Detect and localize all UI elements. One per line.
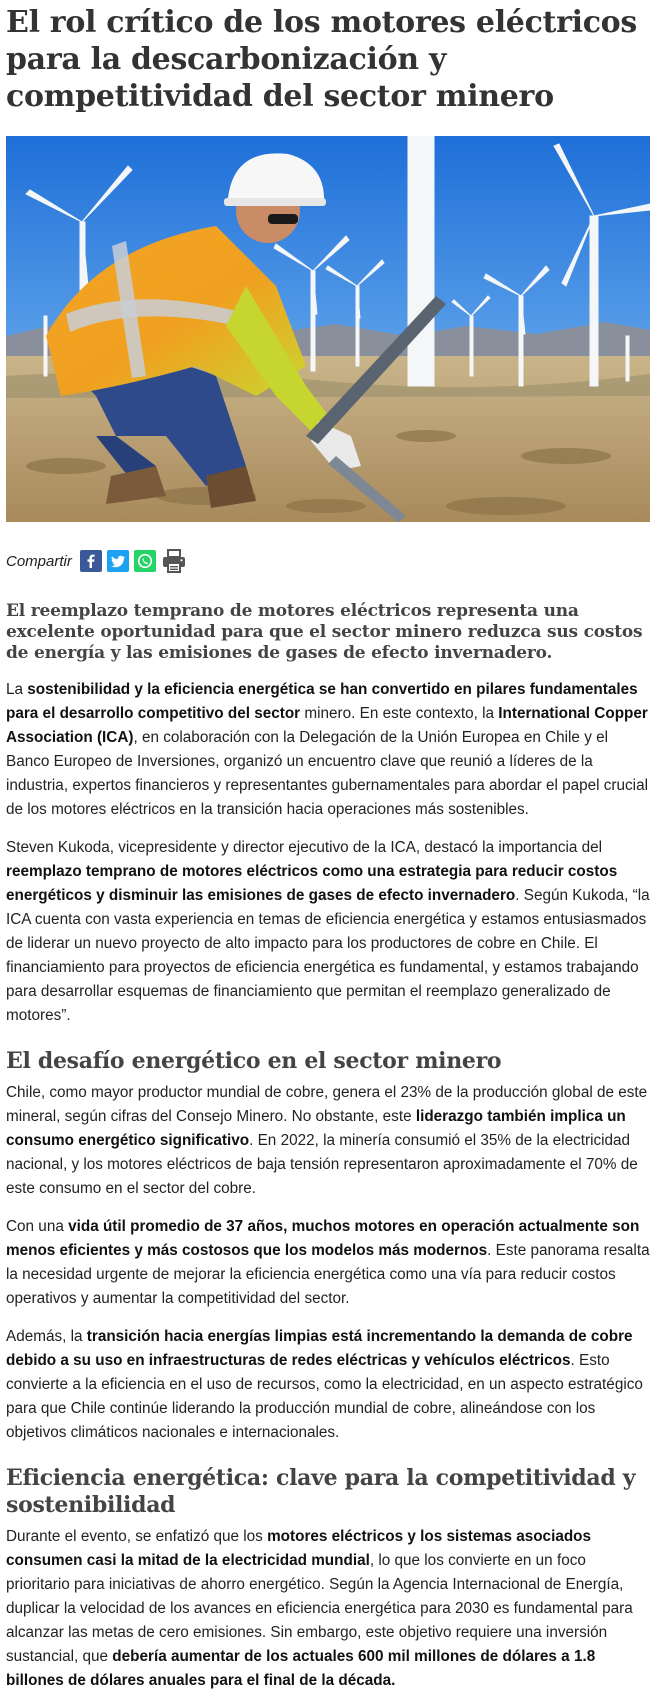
section-heading: Eficiencia energética: clave para la competitividad y sostenibilidad bbox=[6, 1465, 636, 1518]
paragraph bbox=[6, 1081, 650, 1201]
share-label: Compartir bbox=[6, 552, 72, 570]
paragraph bbox=[6, 678, 650, 822]
share-bar bbox=[6, 547, 650, 575]
text-run: Durante el evento, se enfatizó que los bbox=[6, 1528, 268, 1545]
bold-text-run: sostenibilidad y la eficiencia energética se han convertido en pilares fundamentales para el desarrollo competitivo del sector bbox=[6, 681, 638, 722]
whatsapp-icon[interactable] bbox=[134, 550, 156, 572]
text-run: Steven Kukoda, vicepresidente y director ejecutivo de la ICA, destacó la importancia del bbox=[6, 839, 603, 856]
bold-text-run: debería aumentar de los actuales 600 mil millones de dólares a 1.8 billones de dólares anuales para el final de la década. bbox=[6, 1648, 596, 1689]
text-run: , en colaboración con la Delegación de la Unión Europea en Chile y el Banco Europeo de Inversiones, organizó un encuentro clave que reunió a líderes de la industria, expertos financieros y representantes gubernamentales para abordar el papel crucial de los motores eléctricos en la transición hacia operaciones más sostenibles. bbox=[6, 729, 648, 818]
bold-text-run: liderazgo también implica un consumo energético significativo bbox=[6, 1108, 626, 1149]
paragraph bbox=[6, 836, 650, 1028]
text-run: Además, la bbox=[6, 1328, 87, 1345]
bold-text-run: vida útil promedio de 37 años, muchos motores en operación actualmente son menos eficientes y más costosos que los modelos más modernos bbox=[6, 1218, 640, 1259]
section-heading: El desafío energético en el sector minero bbox=[6, 1048, 502, 1074]
text-run: , lo que los convierte en un foco prioritario para iniciativas de ahorro energético. Según la Agencia Internacional de Energía, duplicar la velocidad de los avances en eficiencia energética para 2030 es fundamental para alcanzar las metas de cero emisiones. Sin embargo, este objetivo requiere una inversión sustancial, que bbox=[6, 1552, 633, 1665]
article-title: El rol crítico de los motores eléctricos para la descarbonización y competitividad del sector minero bbox=[6, 5, 637, 114]
print-icon[interactable] bbox=[161, 548, 187, 574]
text-run: . Esto convierte a la eficiencia en el uso de recursos, como la electricidad, en un aspecto estratégico para que Chile continúe liderando la producción mundial de cobre, alineándose con los objetivos climáticos nacionales e internacionales. bbox=[6, 1352, 643, 1441]
article bbox=[0, 4, 650, 1693]
paragraph bbox=[6, 1325, 650, 1445]
hero-image bbox=[6, 136, 650, 522]
text-run: . Este panorama resalta la necesidad urgente de mejorar la eficiencia energética como una vía para reducir costos operativos y aumentar la competitividad del sector. bbox=[6, 1242, 650, 1307]
text-run: . Según Kukoda, “la ICA cuenta con vasta experiencia en temas de eficiencia energética y estamos entusiasmados de liderar un nuevo proyecto de alto impacto para los productores de cobre en Chile. El financiamiento para proyectos de eficiencia energética es fundamental, y estamos trabajando para desarrollar esquemas de financiamiento que permitan el reemplazo generalizado de motores”. bbox=[6, 887, 650, 1024]
paragraph bbox=[6, 1525, 650, 1693]
bold-text-run: reemplazo temprano de motores eléctricos como una estrategia para reducir costos energéticos y disminuir las emisiones de gases de efecto invernadero bbox=[6, 863, 618, 904]
text-run: La bbox=[6, 681, 28, 698]
article-lead: El reemplazo temprano de motores eléctricos representa una excelente oportunidad para que el sector minero reduzca sus costos de energía y las emisiones de gases de efecto invernadero. bbox=[6, 601, 643, 663]
bold-text-run: motores eléctricos y los sistemas asociados consumen casi la mitad de la electricidad mundial bbox=[6, 1528, 592, 1569]
text-run: Chile, como mayor productor mundial de cobre, genera el 23% de la producción global de este mineral, según cifras del Consejo Minero. No obstante, este bbox=[6, 1084, 648, 1125]
text-run: . En 2022, la minería consumió el 35% de la electricidad nacional, y los motores eléctricos de baja tensión representaron aproximadamente el 70% de este consumo en el sector del cobre. bbox=[6, 1132, 638, 1197]
bold-text-run: International Copper Association (ICA) bbox=[6, 705, 648, 746]
text-run: minero. En este contexto, la bbox=[300, 705, 499, 722]
text-run: Con una bbox=[6, 1218, 69, 1235]
twitter-icon[interactable] bbox=[107, 550, 129, 572]
facebook-icon[interactable] bbox=[80, 550, 102, 572]
paragraph bbox=[6, 1215, 650, 1311]
bold-text-run: transición hacia energías limpias está incrementando la demanda de cobre debido a su uso en infraestructuras de redes eléctricas y vehículos eléctricos bbox=[6, 1328, 633, 1369]
